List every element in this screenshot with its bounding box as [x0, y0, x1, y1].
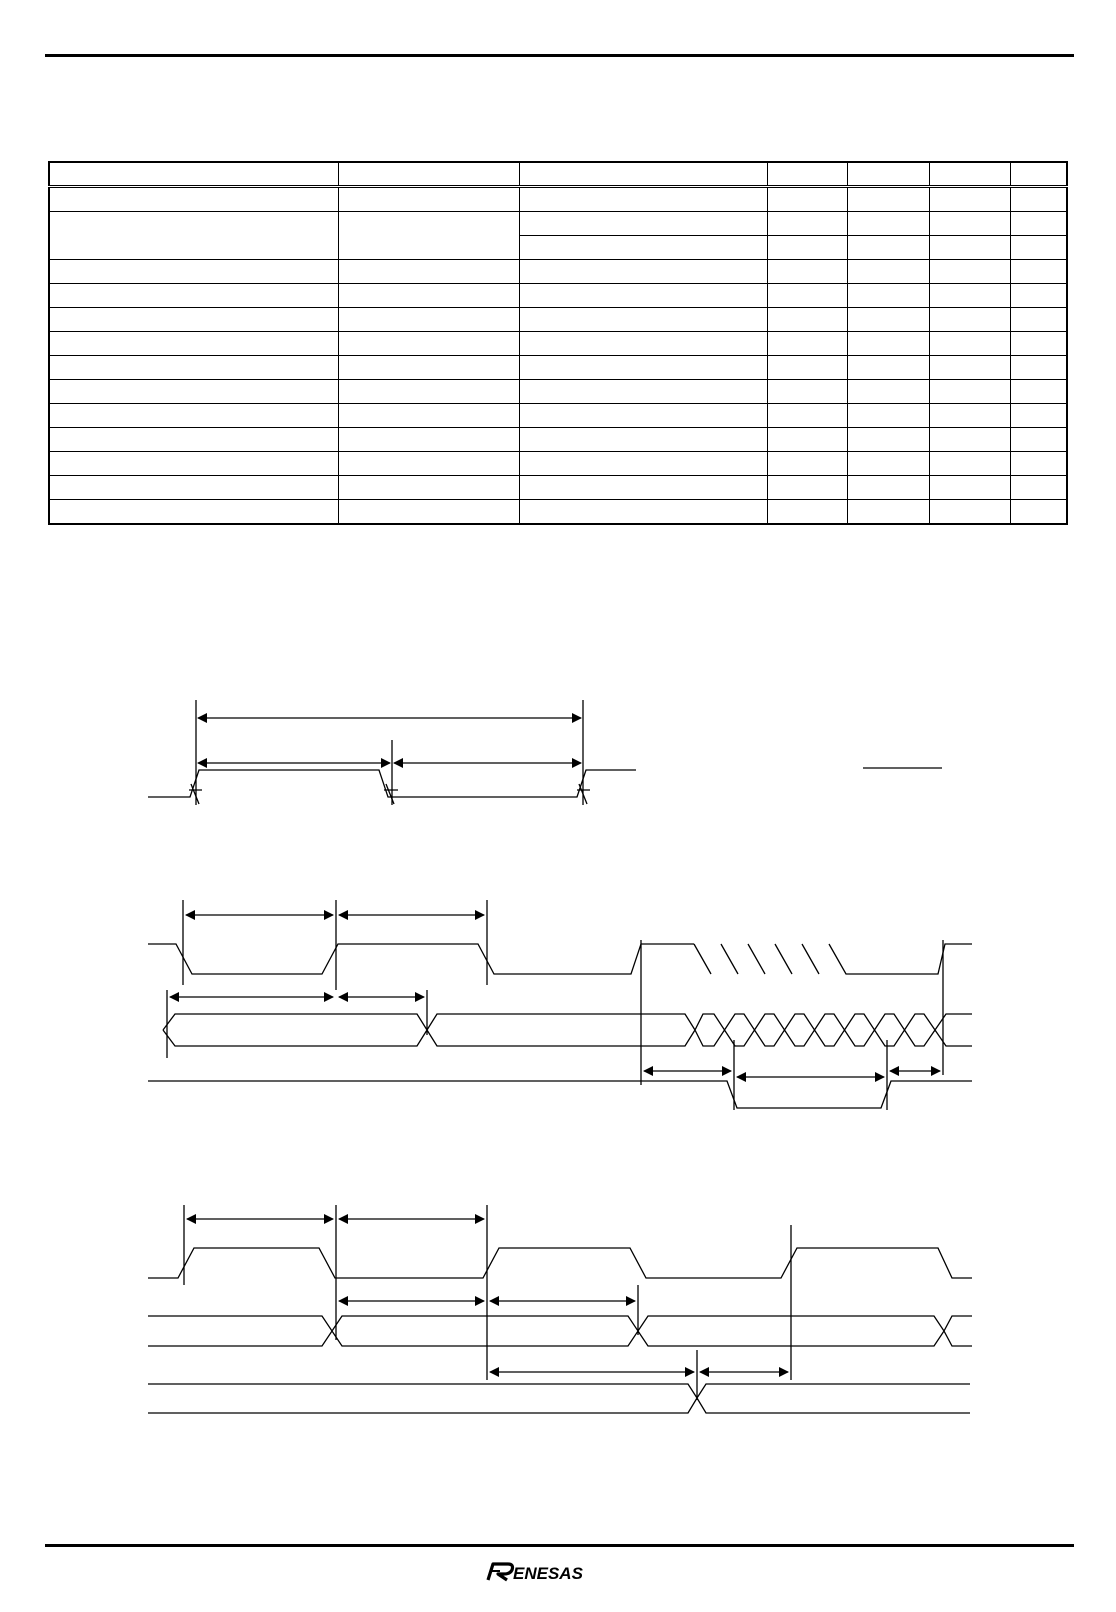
table-cell	[49, 187, 338, 212]
table-cell	[338, 428, 519, 452]
table-cell	[930, 428, 1011, 452]
footer-rule	[45, 1544, 1074, 1547]
table-cell	[519, 212, 767, 236]
table-cell	[338, 187, 519, 212]
table-cell	[767, 260, 848, 284]
table-cell	[848, 452, 930, 476]
table-cell	[338, 356, 519, 380]
table-cell	[930, 356, 1011, 380]
table-cell	[848, 236, 930, 260]
table-cell	[848, 476, 930, 500]
table-cell	[767, 236, 848, 260]
table-row	[49, 476, 1067, 500]
table-header-cell	[848, 162, 930, 187]
table-row	[49, 380, 1067, 404]
svg-text:ENESAS: ENESAS	[513, 1564, 583, 1583]
table-cell	[930, 236, 1011, 260]
table-cell	[767, 452, 848, 476]
table-row	[49, 404, 1067, 428]
table-cell	[49, 500, 338, 525]
table-row	[49, 356, 1067, 380]
table-cell	[1010, 308, 1067, 332]
table-row	[49, 212, 1067, 236]
table-cell	[848, 356, 930, 380]
strobe-waveform	[148, 944, 694, 974]
table-cell	[519, 187, 767, 212]
header-rule	[45, 54, 1074, 57]
table-cell	[848, 260, 930, 284]
table-header-cell	[930, 162, 1011, 187]
table-cell	[767, 308, 848, 332]
table-cell	[338, 284, 519, 308]
table-cell	[519, 380, 767, 404]
table-cell	[930, 332, 1011, 356]
table-cell	[1010, 187, 1067, 212]
table-cell	[767, 212, 848, 236]
table-cell	[519, 308, 767, 332]
table-cell	[930, 452, 1011, 476]
table-cell	[338, 452, 519, 476]
table-cell	[49, 260, 338, 284]
table-cell	[767, 500, 848, 525]
table-row	[49, 332, 1067, 356]
table-cell	[767, 284, 848, 308]
table-header-cell	[1010, 162, 1067, 187]
table-cell	[930, 404, 1011, 428]
data-bus-waveform	[148, 1384, 970, 1413]
control-waveform	[148, 1081, 972, 1108]
table-row	[49, 452, 1067, 476]
table-cell	[848, 380, 930, 404]
table-cell	[848, 187, 930, 212]
table-cell	[848, 428, 930, 452]
timing-requirements-table	[48, 161, 1068, 525]
table-cell	[519, 452, 767, 476]
clock-timing-diagram	[0, 680, 1116, 810]
address-bus-waveform	[148, 1316, 972, 1346]
table-cell	[848, 212, 930, 236]
table-cell	[49, 212, 338, 260]
table-row	[49, 260, 1067, 284]
table-cell	[49, 356, 338, 380]
table-cell	[338, 476, 519, 500]
table-cell	[767, 380, 848, 404]
strobe-waveform	[148, 1248, 972, 1278]
table-cell	[1010, 380, 1067, 404]
table-cell	[767, 476, 848, 500]
table-cell	[848, 500, 930, 525]
table-cell	[49, 428, 338, 452]
table-cell	[930, 284, 1011, 308]
table-cell	[519, 500, 767, 525]
table-cell	[49, 476, 338, 500]
table-cell	[930, 260, 1011, 284]
bus-waveform	[163, 1014, 695, 1046]
hatched-transition	[694, 944, 972, 974]
table-header-cell	[767, 162, 848, 187]
table-cell	[767, 404, 848, 428]
renesas-logo	[486, 1558, 634, 1584]
table-header-cell	[519, 162, 767, 187]
table-cell	[49, 380, 338, 404]
table-cell	[519, 428, 767, 452]
table-cell	[1010, 428, 1067, 452]
table-header-cell	[49, 162, 338, 187]
table-cell	[49, 284, 338, 308]
table-cell	[1010, 404, 1067, 428]
table-cell	[767, 428, 848, 452]
table-cell	[338, 212, 519, 260]
write-timing-diagram	[0, 1200, 1116, 1420]
table-cell	[767, 356, 848, 380]
table-cell	[1010, 284, 1067, 308]
table-cell	[49, 308, 338, 332]
table-cell	[1010, 476, 1067, 500]
table-cell	[848, 284, 930, 308]
table-cell	[930, 308, 1011, 332]
tick-mark	[384, 784, 398, 804]
table-header-cell	[338, 162, 519, 187]
table-cell	[848, 404, 930, 428]
table-cell	[519, 236, 767, 260]
table-cell	[338, 332, 519, 356]
table-cell	[519, 284, 767, 308]
table-cell	[519, 356, 767, 380]
table-cell	[338, 260, 519, 284]
table-cell	[338, 380, 519, 404]
table-row	[49, 308, 1067, 332]
table-cell	[49, 404, 338, 428]
table-cell	[338, 500, 519, 525]
table-cell	[338, 404, 519, 428]
table-cell	[1010, 500, 1067, 525]
table-cell	[1010, 212, 1067, 236]
table-cell	[767, 187, 848, 212]
table-cell	[930, 212, 1011, 236]
table-cell	[930, 476, 1011, 500]
table-cell	[338, 308, 519, 332]
table-cell	[519, 404, 767, 428]
read-timing-diagram	[0, 880, 1116, 1120]
table-cell	[1010, 236, 1067, 260]
table-cell	[930, 380, 1011, 404]
bus-valid-crossings	[695, 1014, 972, 1046]
table-row	[49, 500, 1067, 525]
table-cell	[930, 500, 1011, 525]
table-row	[49, 284, 1067, 308]
table-cell	[49, 452, 338, 476]
table-cell	[49, 332, 338, 356]
table-cell	[848, 308, 930, 332]
table-cell	[930, 187, 1011, 212]
table-cell	[1010, 356, 1067, 380]
table-cell	[848, 332, 930, 356]
table-cell	[1010, 452, 1067, 476]
table-cell	[519, 332, 767, 356]
table-row	[49, 428, 1067, 452]
table-row	[49, 187, 1067, 212]
table-cell	[1010, 332, 1067, 356]
table-cell	[1010, 260, 1067, 284]
table-cell	[519, 476, 767, 500]
table-cell	[519, 260, 767, 284]
table-header-row	[49, 162, 1067, 187]
table-cell	[767, 332, 848, 356]
